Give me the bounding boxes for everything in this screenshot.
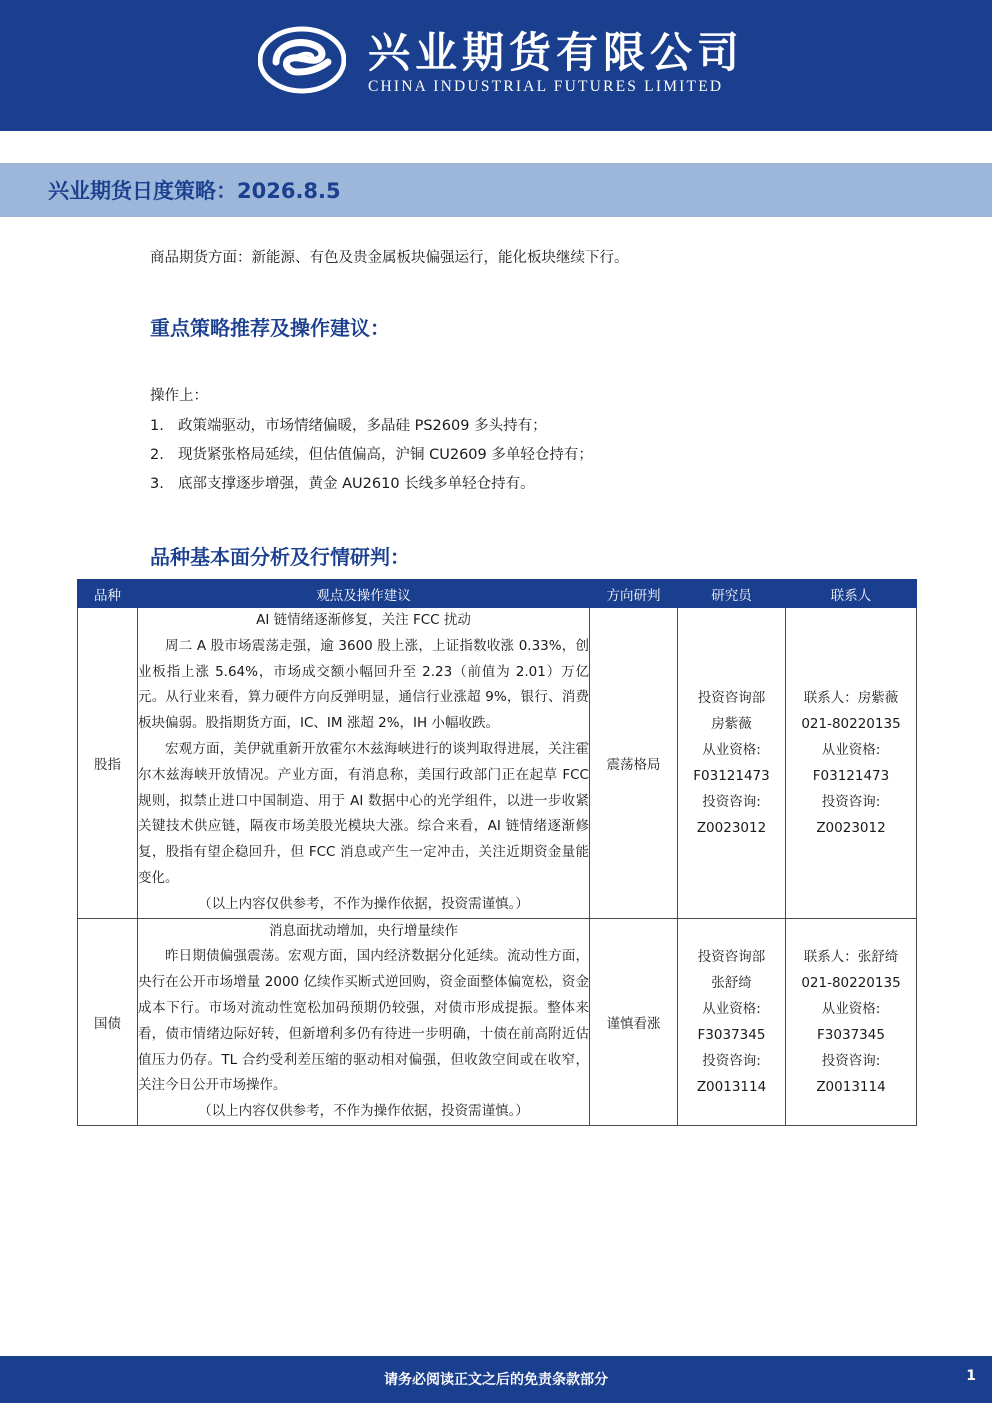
view-paragraph: 昨日期债偏强震荡。宏观方面，国内经济数据分化延续。流动性方面，央行在公开市场增量 2000 亿续作买断式逆回购，资金面整体偏宽松，资金成本下行。市场对流动性宽松加码预期仍较强，对债市形成提振。整体来看，债市情绪边际好转，但新增利多仍有待进一步明确，十债在前高附近估值压力仍存。TL 合约受利差压缩的驱动相对偏强，但收敛空间或在收窄，关注今日公开市场操作。	[138, 948, 589, 1094]
company-logo-icon	[258, 26, 346, 94]
page-header	[0, 0, 992, 131]
list-item	[150, 443, 593, 472]
qualification-number: F3037345	[697, 1026, 766, 1043]
contact-cell	[786, 918, 917, 1125]
qualification-number: F03121473	[812, 767, 890, 784]
title-band	[0, 163, 992, 217]
list-item-number: 3.	[150, 476, 164, 492]
researcher-dept: 投资咨询部	[697, 689, 766, 706]
qualification-label: 从业资格:	[702, 1000, 761, 1017]
researcher-cell	[678, 918, 786, 1125]
column-header-researcher: 研究员	[678, 580, 786, 608]
disclaimer-note: （以上内容仅供参考，不作为操作依据，投资需谨慎。）	[198, 1103, 529, 1120]
operation-list	[150, 414, 593, 501]
qualification-label: 从业资格:	[702, 741, 761, 758]
view-paragraph: 周二 A 股市场震荡走强，逾 3600 股上涨，上证指数收涨 0.33%，创业板指上涨 5.64%，市场成交额小幅回升至 2.23（前值为 2.01）万亿元。从行业来看，算力硬件方向反弹明显，通信行业涨超 9%，银行、消费板块偏弱。股指期货方面，IC、IM 涨超 2%，IH 小幅收跌。	[138, 637, 589, 732]
table-row	[78, 918, 917, 1125]
contact-phone: 021-80220135	[801, 715, 901, 732]
disclaimer-note: （以上内容仅供参考，不作为操作依据，投资需谨慎。）	[198, 895, 529, 912]
consulting-label: 投资咨询:	[821, 1052, 881, 1069]
view-cell	[138, 608, 590, 919]
company-name-cn: 兴业期货有限公司	[368, 28, 745, 77]
view-title: 消息面扰动增加，央行增量续作	[269, 922, 458, 939]
disclaimer-notice: 请务必阅读正文之后的免责条款部分	[384, 1372, 608, 1388]
list-item	[150, 472, 593, 501]
contact-cell	[786, 608, 917, 919]
column-header-direction: 方向研判	[590, 580, 678, 608]
consulting-label: 投资咨询:	[821, 793, 881, 810]
researcher-name: 房紫薇	[711, 715, 752, 732]
page-footer	[0, 1356, 992, 1403]
list-item-number: 2.	[150, 447, 164, 463]
page-title: 兴业期货日度策略：2026.8.5	[48, 179, 341, 203]
column-header-variety: 品种	[78, 580, 138, 608]
list-item-number: 1.	[150, 418, 164, 434]
consulting-label: 投资咨询:	[702, 793, 761, 810]
column-header-contact: 联系人	[786, 580, 917, 608]
column-header-view: 观点及操作建议	[138, 580, 590, 608]
variety-cell: 股指	[78, 608, 138, 919]
qualification-label: 从业资格:	[821, 1000, 881, 1017]
consulting-number: Z0013114	[816, 1078, 886, 1095]
consulting-number: Z0023012	[696, 819, 767, 836]
list-item-text: 底部支撑逐步增强，黄金 AU2610 长线多单轻仓持有。	[178, 476, 535, 492]
qualification-label: 从业资格:	[821, 741, 881, 758]
consulting-number: Z0013114	[696, 1078, 767, 1095]
list-item-text: 现货紧张格局延续，但估值偏高，沪铜 CU2609 多单轻仓持有；	[178, 447, 593, 463]
researcher-name: 张舒绮	[711, 974, 752, 991]
view-cell	[138, 918, 590, 1125]
research-table	[77, 579, 917, 1126]
variety-cell: 国债	[78, 918, 138, 1125]
contact-phone: 021-80220135	[801, 974, 901, 991]
page-number: 1	[966, 1368, 976, 1384]
contact-name: 联系人：房紫薇	[803, 689, 899, 706]
qualification-number: F03121473	[693, 767, 770, 784]
direction-cell: 谨慎看涨	[590, 918, 678, 1125]
qualification-number: F3037345	[817, 1026, 885, 1043]
table-row	[78, 608, 917, 919]
company-name-en: CHINA INDUSTRIAL FUTURES LIMITED	[368, 78, 724, 95]
section-heading-strategy: 重点策略推荐及操作建议：	[150, 316, 390, 340]
view-title: AI 链情绪逐渐修复，关注 FCC 扰动	[256, 612, 471, 628]
view-paragraph: 宏观方面，美伊就重新开放霍尔木兹海峡进行的谈判取得进展，关注霍尔木兹海峡开放情况。产业方面，有消息称，美国行政部门正在起草 FCC 规则，拟禁止进口中国制造、用于 AI 数据中心的光学组件，以进一步收紧关键技术供应链，隔夜市场美股光模块大涨。综合来看，AI 链情绪逐渐修复，股指有望企稳回升，但 FCC 消息或产生一定冲击，关注近期资金量能变化。	[138, 740, 589, 886]
table-header-row	[78, 580, 917, 608]
researcher-cell	[678, 608, 786, 919]
operation-intro: 操作上：	[150, 388, 208, 404]
list-item	[150, 414, 593, 443]
section-heading-analysis: 品种基本面分析及行情研判：	[150, 545, 410, 569]
consulting-number: Z0023012	[816, 819, 886, 836]
direction-cell: 震荡格局	[590, 608, 678, 919]
researcher-dept: 投资咨询部	[697, 948, 766, 965]
summary-text: 商品期货方面：新能源、有色及贵金属板块偏强运行，能化板块继续下行。	[150, 250, 629, 266]
consulting-label: 投资咨询:	[702, 1052, 761, 1069]
list-item-text: 政策端驱动，市场情绪偏暖，多晶硅 PS2609 多头持有；	[178, 418, 547, 434]
contact-name: 联系人：张舒绮	[803, 948, 899, 965]
